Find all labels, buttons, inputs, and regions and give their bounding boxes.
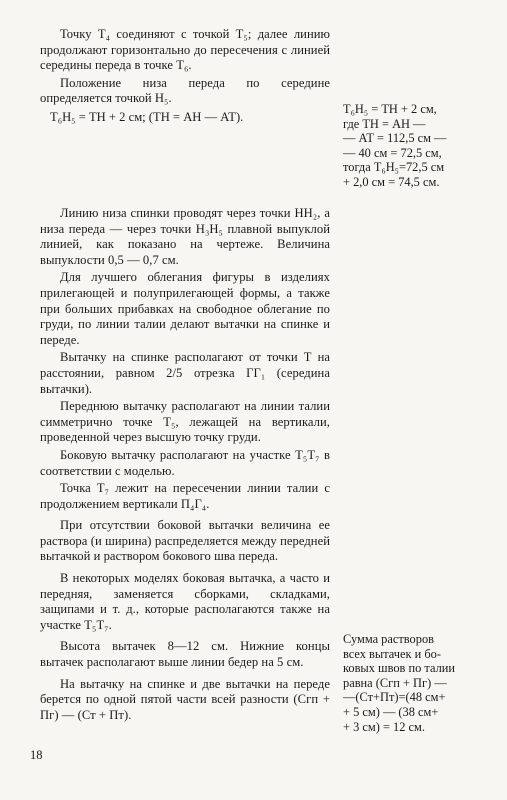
margin-note-line: + 2,0 см = 74,5 см.: [343, 174, 440, 189]
margin-note-line: Т₆Н₅ = ТН + 2 см,: [343, 102, 437, 116]
paragraph: В некоторых моделях боковая вытачка, а часто и передняя, заменяется сборками, складками, защипами и т. д., которые располагаются также на участке Т₅Т₇.: [40, 571, 330, 632]
paragraph: Боковую вытачку располагают на участке Т₅Т₇ в соответствии с моделью.: [40, 447, 330, 478]
paragraph: Для лучшего облегания фигуры в изделиях прилегающей и полуприлегающей формы, а также при больших прибавках на свободное облегание по груди, по линии талии делают вытачки на спинке и переде.: [40, 270, 330, 347]
paragraph: Точку Т₄ соединяют с точкой Т₅; далее линию продолжают горизонтально до пересечения с линией середины переда в точке Т₆.: [40, 27, 330, 73]
paragraph: Линию низа спинки проводят через точки НН₂, а низа переда — через точки Н₃Н₅ плавной выпуклой линией, как показано на чертеже. Величина выпуклости 0,5 — 0,7 см.: [40, 206, 330, 267]
margin-note-line: ковых швов по талии: [343, 661, 456, 676]
paragraph: При отсутствии боковой вытачки величина ее раствора (и ширина) распределяется между передней вытачкой и раствором бокового шва переда.: [40, 518, 330, 564]
paragraph: Высота вытачек 8—12 см. Нижние концы вытачек располагают выше линии бедер на 5 см.: [40, 639, 330, 670]
paragraph: Положение низа переда по середине определяется точкой Н₅.: [40, 75, 330, 106]
margin-note-line: тогда Т₆Н₅=72,5 см: [343, 160, 445, 175]
paragraph: Вытачку на спинке располагают от точки Т на расстоянии, равном 2/5 отрезка ГГ₁ (середина вытачки).: [40, 350, 330, 396]
margin-note-sum: [343, 632, 493, 734]
paragraph: Переднюю вытачку располагают на линии талии симметрично точке Т₅, лежащей на вертикали, проведенной через высшую точку груди.: [40, 399, 330, 445]
paragraph: На вытачку на спинке и две вытачки на переде берется по одной пятой части всей разности (Сгп + Пг) — (Ст + Пт).: [40, 676, 330, 722]
page-number: 18: [30, 748, 43, 762]
margin-note-line: —(Ст+Пт)=(48 см+: [343, 690, 446, 705]
margin-note-line: где ТН = АН —: [343, 116, 426, 131]
margin-note-line: + 5 см) — (38 см+: [343, 704, 439, 719]
margin-note-line: + 3 см) = 12 см.: [343, 719, 425, 734]
margin-note-line: Сумма растворов: [343, 632, 434, 646]
paragraph: Точка Т₇ лежит на пересечении линии талии с продолжением вертикали П₄Г₄.: [40, 481, 330, 511]
margin-note-line: — 40 см = 72,5 см,: [343, 145, 442, 160]
margin-note-calculation: [343, 102, 493, 190]
margin-note-line: — АТ = 112,5 см —: [343, 131, 447, 146]
text-block-intro: [40, 27, 330, 109]
text-block-darts: [40, 206, 330, 725]
margin-note-line: равна (Сгп + Пг) —: [343, 675, 447, 690]
formula-line: Т₆Н₅ = ТН + 2 см; (ТН = АН — АТ).: [50, 110, 244, 124]
margin-note-line: всех вытачек и бо-: [343, 646, 442, 661]
